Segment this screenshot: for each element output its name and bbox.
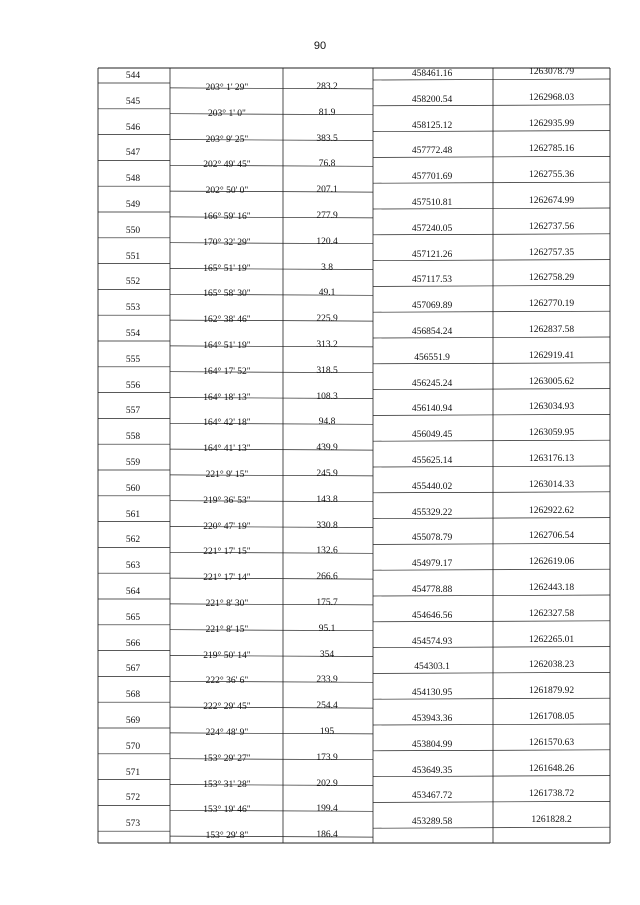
point-number: 567	[125, 664, 141, 675]
coordinate-x: 456140.94	[411, 404, 453, 415]
segment-length: 202.9	[316, 778, 338, 789]
bearing-angle: 153° 29' 8"	[205, 831, 249, 842]
coordinate-x: 454778.88	[411, 585, 453, 595]
coordinate-y: 1263078.79	[528, 67, 575, 77]
coordinate-y: 1263176.13	[528, 454, 575, 464]
bearing-angle: 164° 42' 18"	[203, 418, 251, 429]
segment-length: 330.8	[316, 520, 338, 531]
coordinate-y: 1262758.29	[528, 273, 575, 284]
coordinate-x: 456245.24	[411, 378, 453, 389]
point-number: 550	[125, 225, 141, 236]
bearing-angle: 203° 1' 0"	[208, 108, 246, 119]
point-number: 554	[125, 329, 141, 339]
coordinate-x: 457772.48	[411, 146, 453, 157]
bearing-angle: 153° 29' 27"	[203, 753, 251, 764]
point-number: 571	[125, 767, 141, 778]
coordinate-y: 1261648.26	[528, 763, 575, 774]
point-number: 544	[125, 71, 141, 81]
coordinate-y: 1262770.19	[528, 299, 575, 310]
coordinate-y: 1262785.16	[528, 144, 575, 155]
bearing-angle: 170° 32' 29"	[203, 237, 251, 248]
coordinate-x: 455329.22	[411, 507, 453, 518]
segment-length: 207.1	[316, 185, 338, 196]
coordinate-x: 454574.93	[411, 636, 453, 647]
coordinate-x: 456551.9	[414, 352, 450, 363]
point-number: 548	[125, 174, 141, 185]
coordinate-y: 1261708.05	[528, 712, 575, 722]
bearing-angle: 153° 31' 28"	[203, 779, 251, 790]
point-number: 563	[125, 561, 141, 572]
coordinate-x: 453649.35	[411, 765, 453, 776]
coordinate-x: 457069.89	[411, 301, 453, 312]
bearing-angle: 220° 47' 19"	[203, 521, 251, 532]
coordinate-x: 454303.1	[414, 662, 450, 673]
segment-length: 120.4	[316, 236, 338, 247]
segment-length: 143.8	[316, 494, 338, 505]
coordinate-y: 1262922.62	[528, 505, 575, 516]
coordinate-x: 453467.72	[411, 791, 453, 802]
coordinate-y: 1263005.62	[528, 376, 575, 387]
segment-length: 233.9	[316, 675, 338, 686]
point-number: 564	[125, 587, 141, 597]
coordinate-y: 1263034.93	[528, 402, 575, 413]
point-number: 568	[125, 690, 141, 701]
page-number: 90	[313, 40, 327, 52]
point-number: 565	[125, 612, 141, 623]
coordinate-x: 456049.45	[411, 430, 453, 441]
bearing-angle: 162° 38' 46"	[203, 315, 251, 326]
bearing-angle: 219° 36' 53"	[203, 495, 251, 506]
coordinate-x: 458125.12	[411, 120, 453, 131]
segment-length: 175.7	[316, 598, 338, 608]
segment-length: 186.4	[316, 830, 338, 841]
bearing-angle: 203° 9' 25"	[205, 134, 249, 145]
segment-length: 76.8	[318, 159, 336, 170]
coordinate-y: 1263014.33	[528, 479, 575, 490]
point-number: 561	[125, 509, 141, 520]
coordinate-x: 453943.36	[411, 714, 453, 724]
point-number: 555	[125, 354, 141, 365]
coordinate-x: 455078.79	[411, 533, 453, 544]
segment-length: 94.8	[318, 417, 336, 428]
coordinate-y: 1262619.06	[528, 557, 575, 568]
coordinate-x: 458461.16	[411, 69, 453, 79]
bearing-angle: 164° 41' 13"	[203, 444, 251, 455]
point-number: 569	[125, 716, 141, 726]
coordinate-y: 1262443.18	[528, 583, 575, 593]
coordinate-y: 1261828.2	[531, 815, 572, 826]
point-number: 549	[125, 200, 141, 210]
point-number: 553	[125, 303, 141, 314]
bearing-angle: 164° 17' 52"	[203, 366, 251, 377]
bearing-angle: 221° 17' 15"	[203, 547, 251, 558]
segment-length: 245.9	[316, 469, 338, 479]
segment-length: 108.3	[316, 391, 338, 402]
bearing-angle: 219° 50' 14"	[203, 650, 251, 661]
segment-length: 277.9	[316, 211, 338, 221]
point-number: 566	[125, 638, 141, 649]
bearing-angle: 165° 51' 19"	[203, 263, 251, 274]
coordinate-y: 1262265.01	[528, 634, 575, 645]
segment-length: 318.5	[316, 365, 338, 376]
bearing-angle: 164° 51' 19"	[203, 341, 251, 351]
segment-length: 195	[319, 727, 335, 737]
coordinate-y: 1262737.56	[528, 221, 575, 232]
segment-length: 81.9	[318, 107, 336, 118]
coordinate-y: 1261879.92	[528, 686, 575, 697]
segment-length: 173.9	[316, 752, 338, 763]
segment-length: 283.2	[316, 82, 338, 92]
point-number: 545	[125, 96, 141, 107]
point-number: 573	[125, 819, 141, 830]
segment-length: 3.8	[321, 262, 333, 273]
bearing-angle: 224° 48' 9"	[205, 728, 249, 738]
segment-length: 225.9	[316, 314, 338, 325]
point-number: 558	[125, 432, 141, 443]
coordinate-x: 456854.24	[411, 327, 453, 337]
coordinate-y: 1262919.41	[528, 350, 575, 361]
point-number: 562	[125, 535, 141, 546]
segment-length: 354	[319, 649, 335, 660]
bearing-angle: 221° 8' 30"	[205, 599, 249, 609]
bearing-angle: 221° 17' 14"	[203, 573, 251, 584]
bearing-angle: 222° 29' 45"	[203, 702, 251, 713]
segment-length: 49.1	[318, 288, 336, 299]
bearing-angle: 221° 8' 15"	[205, 624, 249, 635]
point-number: 559	[125, 458, 141, 468]
point-number: 551	[125, 251, 141, 262]
coordinate-y: 1262674.99	[528, 196, 575, 206]
coordinate-x: 454646.56	[411, 610, 453, 621]
coordinate-y: 1262837.58	[528, 325, 575, 335]
segment-length: 266.6	[316, 572, 338, 583]
bearing-angle: 203° 1' 29"	[205, 83, 249, 93]
coordinate-x: 457121.26	[411, 249, 453, 260]
bearing-angle: 166° 59' 16"	[203, 212, 251, 222]
coordinate-x: 457510.81	[411, 198, 453, 208]
bearing-angle: 153° 19' 46"	[203, 805, 251, 816]
coordinate-y: 1262706.54	[528, 531, 575, 542]
segment-length: 254.4	[316, 701, 338, 712]
coordinate-x: 457240.05	[411, 223, 453, 234]
segment-length: 383.5	[316, 133, 338, 144]
point-number: 572	[125, 793, 141, 804]
coordinate-y: 1261738.72	[528, 789, 575, 800]
coordinate-x: 457701.69	[411, 172, 453, 183]
segment-length: 132.6	[316, 546, 338, 557]
point-number: 556	[125, 380, 141, 391]
coordinate-x: 453289.58	[411, 817, 453, 828]
point-number: 552	[125, 277, 141, 288]
point-number: 570	[125, 741, 141, 752]
bearing-angle: 221° 9' 15"	[205, 470, 249, 480]
bearing-angle: 202° 49' 45"	[203, 160, 251, 171]
coordinate-y: 1262935.99	[528, 118, 575, 129]
coordinate-x: 454130.95	[411, 688, 453, 699]
bearing-angle: 202° 50' 0"	[205, 186, 249, 197]
coordinate-y: 1262755.36	[528, 170, 575, 181]
segment-length: 199.4	[316, 804, 338, 815]
coordinate-y: 1262038.23	[528, 660, 575, 671]
coordinate-x: 455625.14	[411, 456, 453, 466]
segment-length: 439.9	[316, 443, 338, 454]
segment-length: 313.2	[316, 340, 338, 350]
bearing-angle: 222° 36' 6"	[205, 676, 249, 687]
coordinate-x: 457117.53	[411, 275, 453, 286]
coordinate-y: 1263059.95	[528, 428, 575, 439]
point-number: 560	[125, 483, 141, 494]
coordinate-x: 453804.99	[411, 739, 453, 750]
bearing-angle: 165° 58' 30"	[203, 289, 251, 300]
coordinate-x: 454979.17	[411, 559, 453, 570]
coordinate-y: 1262327.58	[528, 608, 575, 619]
coordinate-y: 1262968.03	[528, 92, 575, 103]
coordinate-y: 1262757.35	[528, 247, 575, 258]
point-number: 547	[125, 148, 141, 159]
point-number: 546	[125, 122, 141, 133]
coordinate-y: 1261570.63	[528, 737, 575, 748]
bearing-angle: 164° 18' 13"	[203, 392, 251, 403]
coordinate-x: 458200.54	[411, 94, 453, 105]
point-number: 557	[125, 406, 141, 417]
coordinate-x: 455440.02	[411, 481, 453, 492]
segment-length: 95.1	[318, 623, 336, 634]
